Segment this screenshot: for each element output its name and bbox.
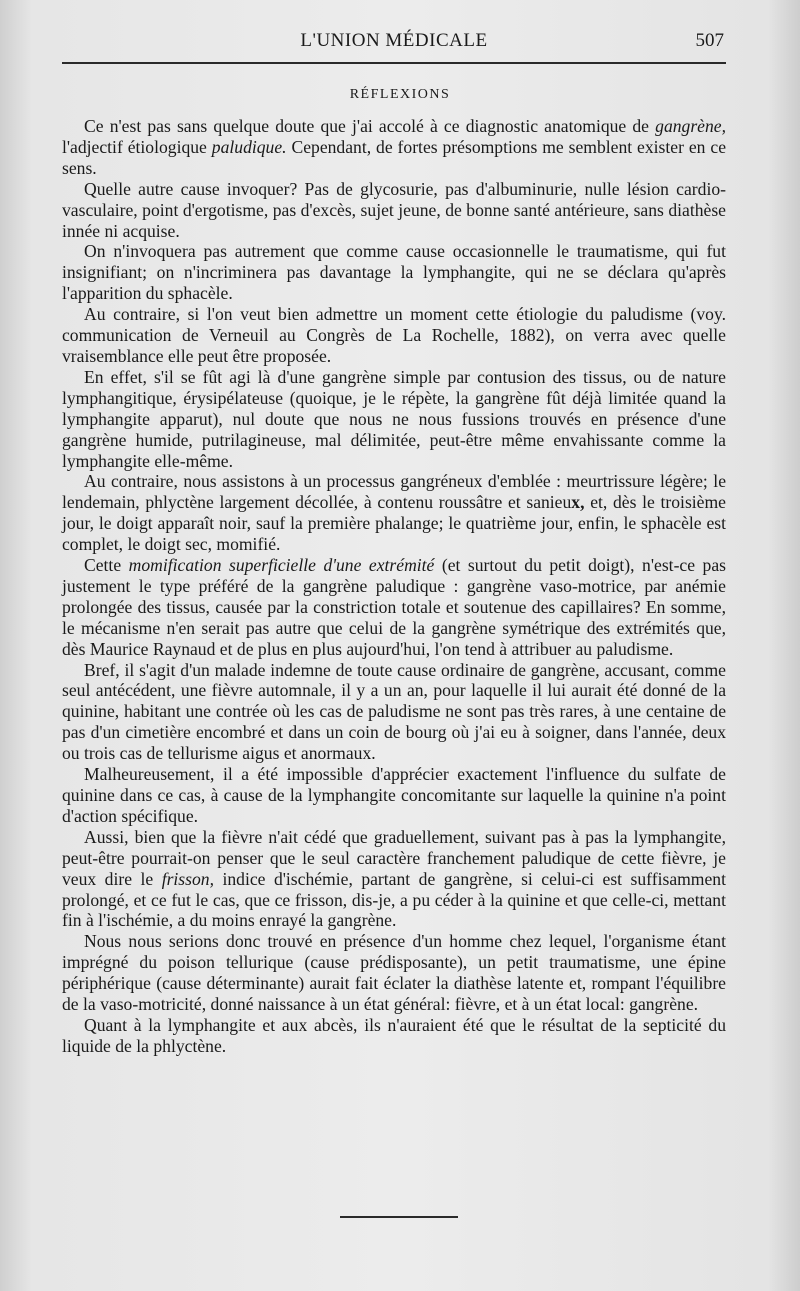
paragraph: Au contraire, si l'on veut bien admettre un moment cette étiologie du paludisme (voy. communication de Verneuil au Congrès de La Rochelle, 1882), on verra avec quelle vraisemblance elle peut être proposée. <box>62 304 726 366</box>
body-text <box>62 116 726 1057</box>
paragraph: Quelle autre cause invoquer? Pas de glycosurie, pas d'albuminurie, nulle lésion cardio-vasculaire, point d'ergotisme, pas d'excès, sujet jeune, de bonne santé antérieure, sans diathèse innée ni acquise. <box>62 178 726 241</box>
paragraph: Malheureusement, il a été impossible d'apprécier exactement l'influence du sulfate de quinine dans ce cas, à cause de la lymphangite concomitante sur laquelle la quinine n'a point d'action spécifique. <box>62 764 726 826</box>
paragraph: Quant à la lymphangite et aux abcès, ils n'auraient été que le résultat de la septicité du liquide de la phlyctène. <box>62 1014 726 1056</box>
paragraph: Au contraire, nous assistons à un processus gangréneux d'emblée : meurtrissure légère; le lendemain, phlyctène largement décollée, à contenu roussâtre et sanieux, et, dès le troisième jour, le doigt apparaît noir, sauf la première phalange; le quatrième jour, enfin, le sphacèle est complet, le doigt sec, momifié. <box>62 471 726 555</box>
page-number: 507 <box>695 30 724 51</box>
running-head <box>64 30 724 56</box>
paragraph: Nous nous serions donc trouvé en présence d'un homme chez lequel, l'organisme étant imprégné du poison tellurique (cause prédisposante), un petit traumatisme, une épine périphérique (cause déterminante) aurait fait éclater la diathèse latente et, rompant l'équilibre de la vaso-motricité, donné naissance à un état général: fièvre, et à un état local: gangrène. <box>62 931 726 1015</box>
paragraph: On n'invoquera pas autrement que comme cause occasionnelle le traumatisme, qui fut insignifiant; on n'incriminera pas davantage la lymphangite, qui ne se déclara qu'après l'apparition du sphacèle. <box>62 241 726 304</box>
paragraph: Bref, il s'agit d'un malade indemne de toute cause ordinaire de gangrène, accusant, comme seul antécédent, une fièvre automnale, il y a un an, pour laquelle il lui aurait été donné de la quinine, habitant une contrée où les cas de paludisme ne sont pas très rares, à une centaine de pas d'un cimetière encombré et dans un coin de bourg où j'ai eu à soigner, dans l'année, deux ou trois cas de tellurisme aigus et anormaux. <box>62 659 726 764</box>
end-rule <box>340 1216 458 1218</box>
paragraph: Ce n'est pas sans quelque doute que j'ai accolé à ce diagnostic anatomique de gangrène, l'adjectif étiologique paludique. Cependant, de fortes présomptions me semblent exister en ce sens. <box>62 116 727 178</box>
paragraph: Aussi, bien que la fièvre n'ait cédé que graduellement, suivant pas à pas la lymphangite, peut-être pourrait-on penser que le seul caractère franchement paludique de cette fièvre, je veux dire le frisson, indice d'ischémie, partant de gangrène, si celui-ci est suffisamment prolongé, et ce fut le cas, que ce frisson, dis-je, a pu céder à la quinine et que celle-ci, mettant fin à l'ischémie, a du moins enrayé la gangrène. <box>62 826 726 931</box>
paragraph: Cette momification superficielle d'une extrémité (et surtout du petit doigt), n'est-ce pas justement le type préféré de la gangrène paludique : gangrène vaso-motrice, par anémie prolongée des tissus, causée par la constriction totale et soutenue des capillaires? En somme, le mécanisme n'en serait pas autre que celui de la gangrène symétrique des extrémités que, dès Maurice Raynaud et de plus en plus aujourd'hui, l'on tend à attribuer au paludisme. <box>62 555 726 659</box>
journal-title: L'UNION MÉDICALE <box>300 30 488 51</box>
header-rule <box>62 62 726 64</box>
paragraph: En effet, s'il se fût agi là d'une gangrène simple par contusion des tissus, ou de nature lymphangitique, érysipélateuse (quoique, je le répète, la gangrène fût déjà limitée quand la lymphangite apparut), nul doute que nous ne nous fussions trouvés en présence d'une gangrène humide, putrilagineuse, mal délimitée, peut-être même envahissante comme la lymphangite elle-même. <box>62 366 726 471</box>
section-title: RÉFLEXIONS <box>349 87 451 102</box>
